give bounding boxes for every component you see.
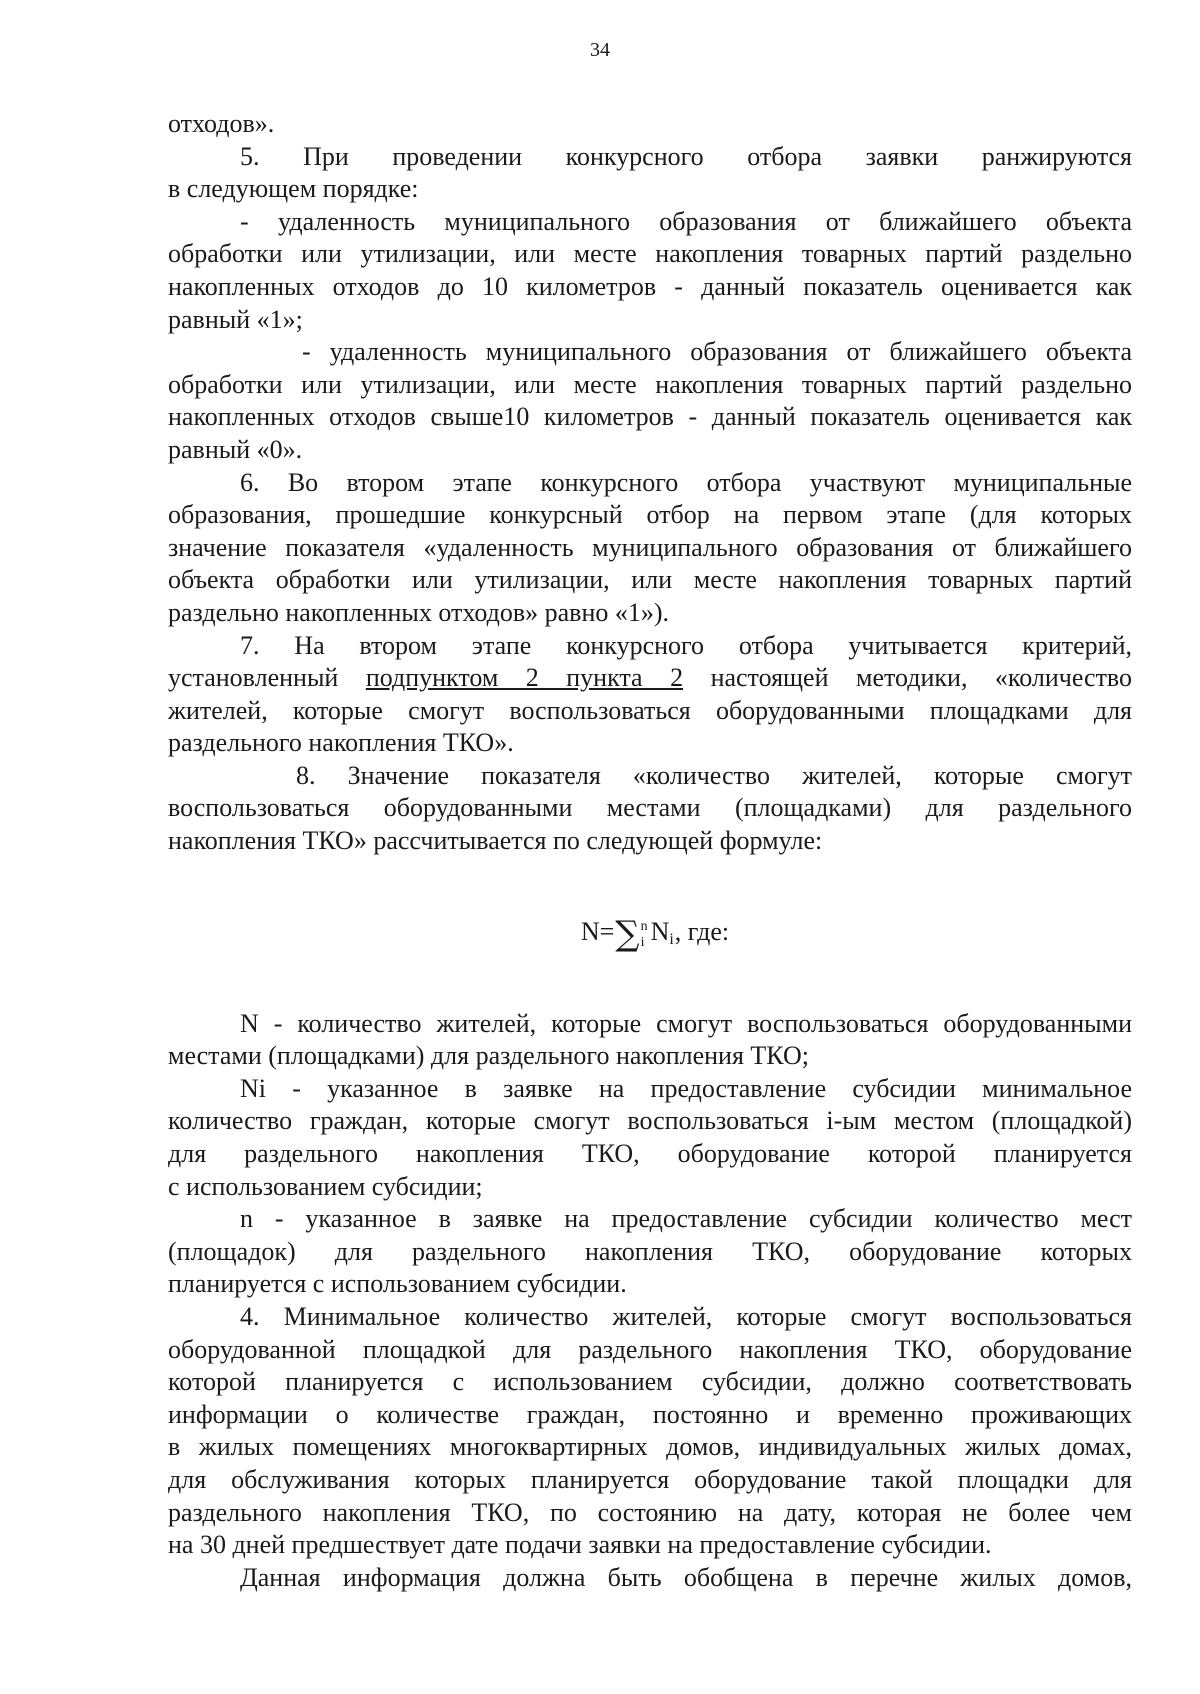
- text-line: которой планируется с использованием субсидии, должно соответствовать: [168, 1367, 1132, 1397]
- text-line: отходов».: [168, 109, 275, 138]
- text-line: воспользоваться оборудованными местами (площадками) для раздельного: [168, 793, 1132, 823]
- formula-term: N: [650, 917, 670, 947]
- text-line: раздельного накопления ТКО».: [168, 728, 514, 758]
- text-line: [168, 662, 1132, 695]
- text-line: для обслуживания которых планируется оборудование такой площадки для: [168, 1464, 1132, 1494]
- text-line: 6. Во втором этапе конкурсного отбора участвуют муниципальные: [240, 467, 1132, 497]
- text-line: накопленных отходов до 10 километров - данный показатель оценивается как: [168, 271, 1132, 301]
- formula-tail: , где:: [674, 917, 730, 947]
- formula-term-subscript: i: [669, 931, 674, 949]
- text-line: обработки или утилизации, или месте накопления товарных партий раздельно: [168, 239, 1132, 269]
- text-line: N - количество жителей, которые смогут воспользоваться оборудованными: [240, 1008, 1132, 1038]
- text-line: накопления ТКО» рассчитывается по следующей формуле:: [168, 826, 823, 856]
- text-line: - удаленность муниципального образования от ближайшего объекта: [302, 337, 1132, 367]
- text-line: с использованием субсидии;: [168, 1171, 483, 1201]
- text-fragment: настоящей методики, «количество: [710, 663, 1133, 693]
- sum-formula: [168, 858, 1132, 1008]
- text-fragment: установленный: [168, 663, 339, 693]
- text-line: в жилых помещениях многоквартирных домов, индивидуальных жилых домах,: [168, 1432, 1132, 1462]
- text-line: (площадок) для раздельного накопления ТКО, оборудование которых: [168, 1236, 1132, 1266]
- sum-lower-limit: i: [640, 934, 645, 950]
- text-line: на 30 дней предшествует дате подачи заявки на предоставление субсидии.: [168, 1530, 992, 1560]
- text-line: 8. Значение показателя «количество жителей, которые смогут: [296, 760, 1132, 790]
- text-line: образования, прошедшие конкурсный отбор на первом этапе (для которых: [168, 500, 1132, 530]
- text-line: обработки или утилизации, или месте накопления товарных партий раздельно: [168, 369, 1132, 399]
- text-line: объекта обработки или утилизации, или месте накопления товарных партий: [168, 565, 1132, 595]
- text-line: - удаленность муниципального образования от ближайшего объекта: [240, 206, 1132, 236]
- text-line: 5. При проведении конкурсного отбора заявки ранжируются: [240, 141, 1132, 171]
- text-line: оборудованной площадкой для раздельного накопления ТКО, оборудование: [168, 1334, 1132, 1364]
- text-line: накопленных отходов свыше10 километров - данный показатель оценивается как: [168, 402, 1132, 432]
- text-line: 7. На втором этапе конкурсного отбора учитывается критерий,: [240, 630, 1132, 660]
- text-line: для раздельного накопления ТКО, оборудование которой планируется: [168, 1139, 1132, 1169]
- text-line: Ni - указанное в заявке на предоставление субсидии минимальное: [240, 1073, 1132, 1103]
- text-line: жителей, которые смогут воспользоваться оборудованными площадками для: [168, 695, 1132, 725]
- text-line: в следующем порядке:: [168, 174, 419, 204]
- clause-reference-link[interactable]: подпунктом 2 пункта 2: [365, 663, 684, 693]
- text-line: Данная информация должна быть обобщена в перечне жилых домов,: [240, 1562, 1132, 1592]
- formula-lhs: N=: [580, 917, 615, 947]
- text-line: местами (площадками) для раздельного накопления ТКО;: [168, 1041, 809, 1071]
- sum-limits: [641, 919, 648, 951]
- text-line: равный «1»;: [168, 304, 303, 334]
- text-line: значение показателя «удаленность муниципального образования от ближайшего: [168, 532, 1132, 562]
- text-line: 4. Минимальное количество жителей, которые смогут воспользоваться: [240, 1302, 1132, 1331]
- text-line: раздельно накопленных отходов» равно «1»).: [168, 597, 670, 627]
- text-line: планируется с использованием субсидии.: [168, 1269, 627, 1299]
- text-line: количество граждан, которые смогут воспользоваться i-ым местом (площадкой): [168, 1106, 1132, 1136]
- text-line: n - указанное в заявке на предоставление субсидии количество мест: [240, 1204, 1132, 1234]
- sigma-symbol: ∑: [615, 914, 640, 955]
- text-line: информации о количестве граждан, постоянно и временно проживающих: [168, 1399, 1132, 1429]
- sum-upper-limit: n: [640, 918, 648, 934]
- document-body: [168, 108, 1132, 1594]
- text-line: раздельного накопления ТКО, по состоянию на дату, которая не более чем: [168, 1497, 1132, 1527]
- page-number: 34: [590, 39, 610, 61]
- text-line: равный «0».: [168, 434, 303, 464]
